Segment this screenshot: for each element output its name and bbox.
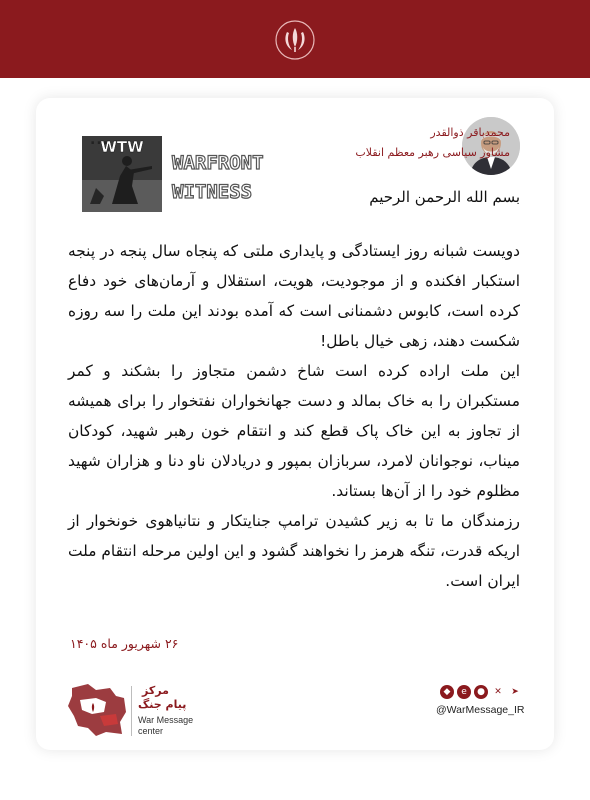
post-paragraph: این ملت اراده کرده است شاخ دشمن متجاوز را بشکند و کمر مستکبران را به خاک بمالد و دست جهانخواران نفتخوار را برای همیشه از تجاوز به این خاک پاک قطع کند و انتقام خون رهبر شهید، کودکان میناب، نوجوانان لامرد، سربازان بمپور و دریادلان ناو دنا و هزاران شهید مظلوم خود را از آن‌ها بستاند. (68, 362, 520, 500)
badge-logo-text: WTW (100, 138, 144, 156)
brand-name-fa-line2: پیام جنگ (138, 698, 187, 711)
bale-icon[interactable]: ● (474, 685, 488, 699)
more-menu-button[interactable]: ... (90, 132, 109, 148)
badge-line2: WITNESS (172, 181, 253, 203)
social-handle[interactable]: @WarMessage_IR (436, 704, 525, 716)
post-paragraph: رزمندگان ما تا به زیر کشیدن ترامپ جنایتکار و نتانیاهوی خونخوار از اریکه قدرت، تنگه هرمز را نخواهند گشود و این اولین مرحله انتقام ملت ایران است. (68, 512, 520, 590)
badge-line1: WARFRONT (172, 152, 264, 174)
warfront-witness-badge[interactable] (82, 136, 294, 212)
x-icon[interactable]: ✕ (491, 685, 505, 699)
post-paragraph: دویست شبانه روز ایستادگی و پایداری ملتی که پنجاه سال پنجه در پنجه استکبار افکنده و از موجودیت، هویت، استقلال و آرمان‌های خود دفاع کرده است، کابوس دشمنانی است که آمده بودند این ملت را سه روزه شکست دهند، زهی خیال باطل! (68, 242, 520, 350)
brand-name-en-line1: War Message (138, 715, 194, 725)
author-name: محمدباقر ذوالقدر (430, 126, 510, 139)
iran-map-flag-icon (66, 682, 130, 738)
brand-divider (131, 686, 132, 736)
iran-emblem-icon (275, 20, 315, 60)
brand-name-fa-line1: مرکز (142, 684, 169, 697)
rubika-icon[interactable]: ◆ (440, 685, 454, 699)
author-title: مشاور سیاسی رهبر معظم انقلاب (355, 146, 510, 159)
telegram-icon[interactable]: ➤ (508, 685, 522, 699)
basmala-heading: بسم الله الرحمن الرحیم (369, 188, 520, 206)
post-date: ۲۶ شهریور ماه ۱۴۰۵ (70, 636, 179, 651)
brand-name-en-line2: center (138, 726, 164, 736)
social-links (436, 685, 522, 701)
post-body (68, 236, 520, 596)
header-band (0, 0, 590, 78)
eitaa-icon[interactable]: e (457, 685, 471, 699)
